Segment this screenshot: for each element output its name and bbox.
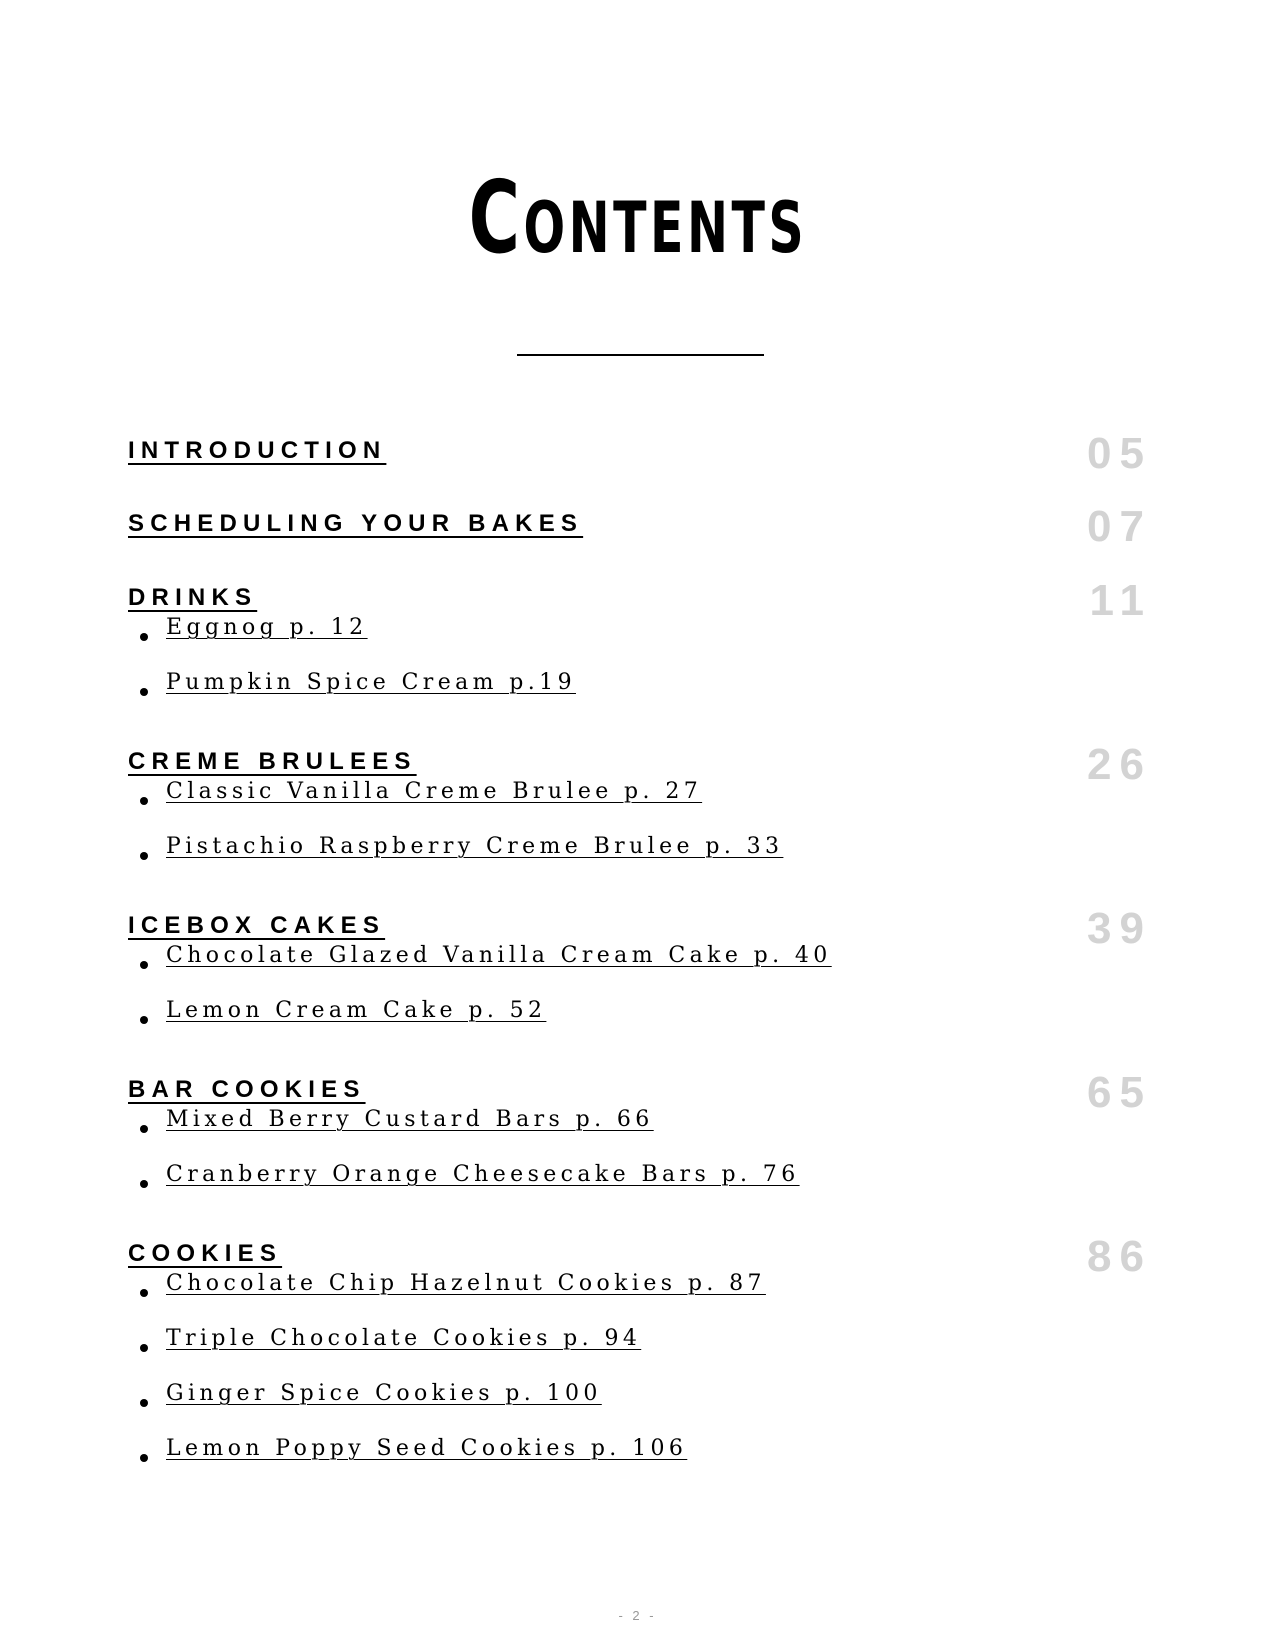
section-page-number: 86 [1087, 1232, 1152, 1281]
section-heading-link[interactable]: INTRODUCTION [128, 437, 387, 464]
bullet-icon [140, 1344, 148, 1352]
recipe-link[interactable]: Cranberry Orange Cheesecake Bars p. 76 [166, 1162, 800, 1187]
title-divider [517, 354, 764, 356]
bullet-icon [140, 797, 148, 805]
page-title: Contents [468, 159, 807, 276]
section-page-number: 26 [1087, 740, 1152, 789]
recipe-link[interactable]: Pistachio Raspberry Creme Brulee p. 33 [166, 834, 784, 859]
recipe-link[interactable]: Chocolate Glazed Vanilla Cream Cake p. 40 [166, 943, 832, 968]
list-item [128, 1433, 1168, 1488]
section-cookies [128, 1232, 1168, 1488]
bullet-icon [140, 633, 148, 641]
recipe-link[interactable]: Pumpkin Spice Cream p.19 [166, 670, 576, 695]
recipe-link[interactable]: Eggnog p. 12 [166, 615, 368, 640]
section-page-number: 39 [1087, 904, 1152, 953]
section-heading-link[interactable]: ICEBOX CAKES [128, 912, 386, 939]
bullet-icon [140, 1399, 148, 1407]
list-item [128, 612, 1168, 667]
section-heading-link[interactable]: COOKIES [128, 1240, 283, 1267]
list-item [128, 995, 1168, 1050]
section-bar-cookies [128, 1068, 1168, 1214]
bullet-icon [140, 1125, 148, 1133]
list-item [128, 1268, 1168, 1323]
section-page-number: 07 [1087, 502, 1152, 551]
recipe-list [128, 1104, 1168, 1214]
bullet-icon [140, 852, 148, 860]
list-item [128, 831, 1168, 886]
list-item [128, 940, 1168, 995]
list-item [128, 1104, 1168, 1159]
bullet-icon [140, 688, 148, 696]
section-page-number: 05 [1087, 429, 1152, 478]
recipe-list [128, 776, 1168, 886]
list-item [128, 776, 1168, 831]
section-page-number: 11 [1089, 576, 1152, 625]
bullet-icon [140, 961, 148, 969]
recipe-link[interactable]: Triple Chocolate Cookies p. 94 [166, 1326, 642, 1351]
recipe-list [128, 612, 1168, 722]
list-item [128, 1378, 1168, 1433]
section-heading-link[interactable]: SCHEDULING YOUR BAKES [128, 510, 584, 537]
list-item [128, 667, 1168, 722]
section-icebox-cakes [128, 904, 1168, 1050]
section-creme-brulees [128, 740, 1168, 886]
recipe-list [128, 1268, 1168, 1488]
recipe-list [128, 940, 1168, 1050]
recipe-link[interactable]: Ginger Spice Cookies p. 100 [166, 1381, 602, 1406]
bullet-icon [140, 1289, 148, 1297]
section-drinks [128, 576, 1168, 722]
section-introduction [128, 429, 1168, 478]
page-footer-number: - 2 - [618, 1608, 657, 1623]
recipe-link[interactable]: Lemon Cream Cake p. 52 [166, 998, 547, 1023]
bullet-icon [140, 1016, 148, 1024]
bullet-icon [140, 1180, 148, 1188]
list-item [128, 1159, 1168, 1214]
recipe-link[interactable]: Mixed Berry Custard Bars p. 66 [166, 1107, 654, 1132]
recipe-link[interactable]: Chocolate Chip Hazelnut Cookies p. 87 [166, 1271, 766, 1296]
section-scheduling [128, 502, 1168, 551]
recipe-link[interactable]: Classic Vanilla Creme Brulee p. 27 [166, 779, 703, 804]
section-page-number: 65 [1087, 1068, 1152, 1117]
recipe-link[interactable]: Lemon Poppy Seed Cookies p. 106 [166, 1436, 688, 1461]
section-heading-link[interactable]: CREME BRULEES [128, 748, 417, 775]
section-heading-link[interactable]: BAR COOKIES [128, 1076, 366, 1103]
list-item [128, 1323, 1168, 1378]
section-heading-link[interactable]: DRINKS [128, 584, 258, 611]
bullet-icon [140, 1454, 148, 1462]
